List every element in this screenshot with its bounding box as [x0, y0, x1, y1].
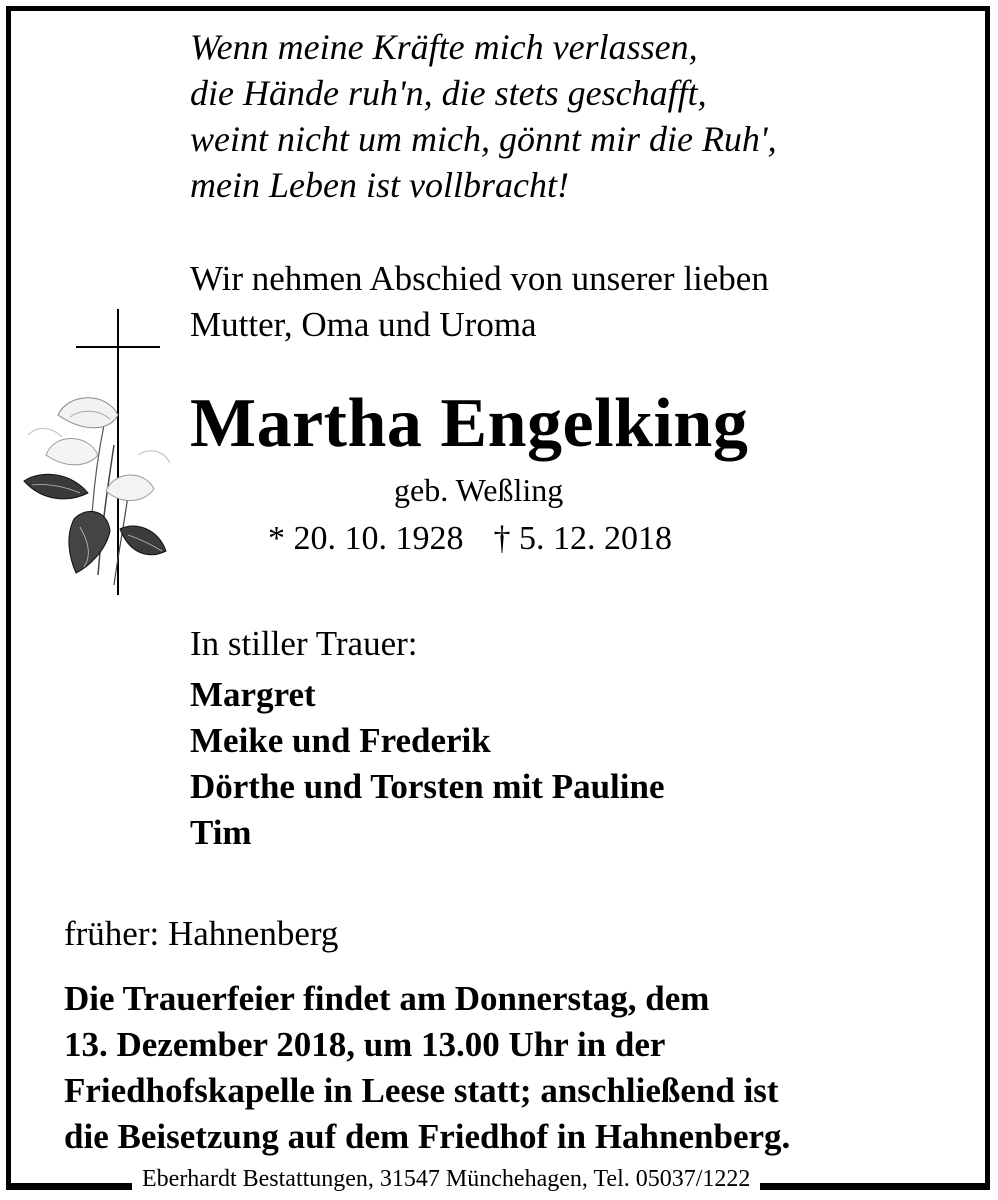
- farewell-intro: [190, 256, 950, 348]
- service-line: die Beisetzung auf dem Friedhof in Hahnenberg.: [64, 1117, 791, 1156]
- service-line: Die Trauerfeier findet am Donnerstag, dem: [64, 979, 710, 1018]
- poem-line: die Hände ruh'n, die stets geschafft,: [190, 73, 707, 113]
- service-line: 13. Dezember 2018, um 13.00 Uhr in der: [64, 1025, 666, 1064]
- birth-date: * 20. 10. 1928: [268, 520, 464, 557]
- death-date: † 5. 12. 2018: [493, 520, 672, 557]
- deceased-name: Martha Engelking: [190, 385, 749, 462]
- intro-line: Mutter, Oma und Uroma: [190, 305, 537, 344]
- mourner-list: [190, 672, 665, 856]
- mourner-name: Meike und Frederik: [190, 721, 491, 760]
- poem-line: weint nicht um mich, gönnt mir die Ruh',: [190, 119, 777, 159]
- life-dates: [268, 518, 672, 560]
- poem-line: mein Leben ist vollbracht!: [190, 165, 569, 205]
- former-residence: früher: Hahnenberg: [64, 914, 339, 953]
- poem: [190, 24, 950, 208]
- mourning-heading: In stiller Trauer:: [190, 624, 418, 663]
- service-line: Friedhofskapelle in Leese statt; anschließend ist: [64, 1071, 779, 1110]
- mourner-name: Dörthe und Torsten mit Pauline: [190, 767, 665, 806]
- intro-line: Wir nehmen Abschied von unserer lieben: [190, 259, 769, 298]
- footer: [6, 1164, 990, 1190]
- funeral-home-credit: Eberhardt Bestattungen, 31547 Münchehagen, Tel. 05037/1222: [132, 1164, 760, 1194]
- cross-lily-icon: [18, 305, 178, 605]
- poem-line: Wenn meine Kräfte mich verlassen,: [190, 27, 698, 67]
- birth-name: geb. Weßling: [394, 472, 564, 508]
- funeral-service-info: [64, 976, 790, 1160]
- mourner-name: Tim: [190, 813, 252, 852]
- mourner-name: Margret: [190, 675, 316, 714]
